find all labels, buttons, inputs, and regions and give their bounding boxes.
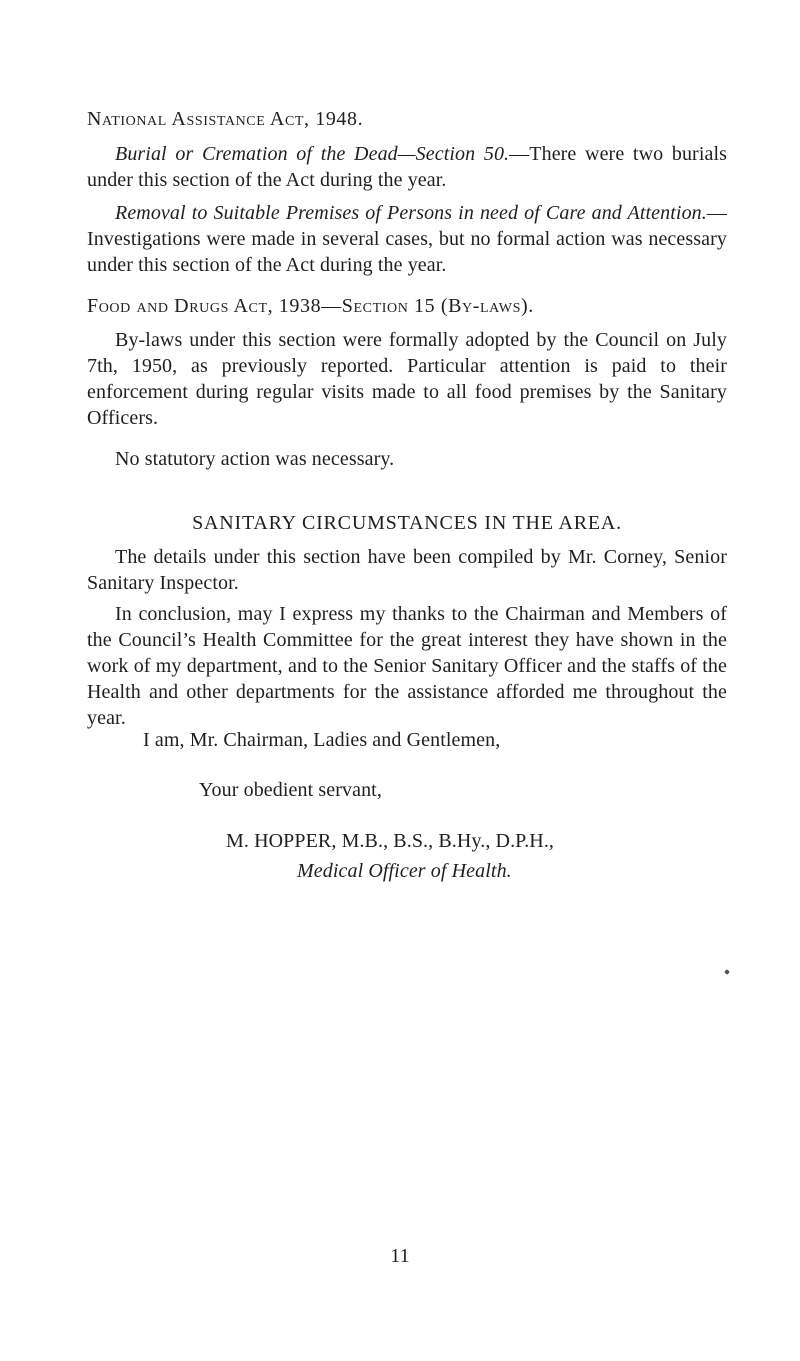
closing-salutation: I am, Mr. Chairman, Ladies and Gentlemen, xyxy=(143,729,501,751)
sanitary-paragraph-1: The details under this section have been compiled by Mr. Corney, Senior Sanitary Inspector. xyxy=(87,546,727,594)
national-assistance-heading: National Assistance Act, 1948. xyxy=(87,108,364,130)
food-drugs-heading: Food and Drugs Act, 1938—Section 15 (By-laws). xyxy=(87,295,534,317)
removal-text: — Investigations were made in several cases, but no formal action was necessary under this section of the Act during the year. xyxy=(87,202,727,276)
burial-paragraph xyxy=(87,141,727,193)
removal-title: Removal to Suitable Premises of Persons in need of Care and Attention. xyxy=(115,202,707,224)
closing-valediction: Your obedient servant, xyxy=(199,779,382,801)
sanitary-heading: SANITARY CIRCUMSTANCES IN THE AREA. xyxy=(192,512,622,534)
food-drugs-paragraph-1: By-laws under this section were formally adopted by the Council on July 7th, 1950, as previously reported. Particular attention is paid to their enforcement during regular visits made to all food premises by the Sanitary Officers. xyxy=(87,329,727,429)
page-number: 11 xyxy=(390,1245,410,1267)
removal-paragraph xyxy=(87,200,727,278)
burial-title: Burial or Cremation of the Dead—Section 50. xyxy=(115,143,510,165)
burial-text: —There were two burials under this section of the Act during the year. xyxy=(87,143,727,191)
signatory-name: M. HOPPER, M.B., B.S., B.Hy., D.P.H., xyxy=(226,830,555,852)
conclusion-paragraph: In conclusion, may I express my thanks to the Chairman and Members of the Council’s Health Committee for the great interest they have shown in the work of my department, and to the Senior Sanitary Officer and the staffs of the Health and other departments for the assistance afforded me throughout the year. xyxy=(87,603,727,729)
print-speck xyxy=(724,969,730,975)
food-drugs-paragraph-2: No statutory action was necessary. xyxy=(115,448,395,470)
signatory-role: Medical Officer of Health. xyxy=(297,860,512,882)
